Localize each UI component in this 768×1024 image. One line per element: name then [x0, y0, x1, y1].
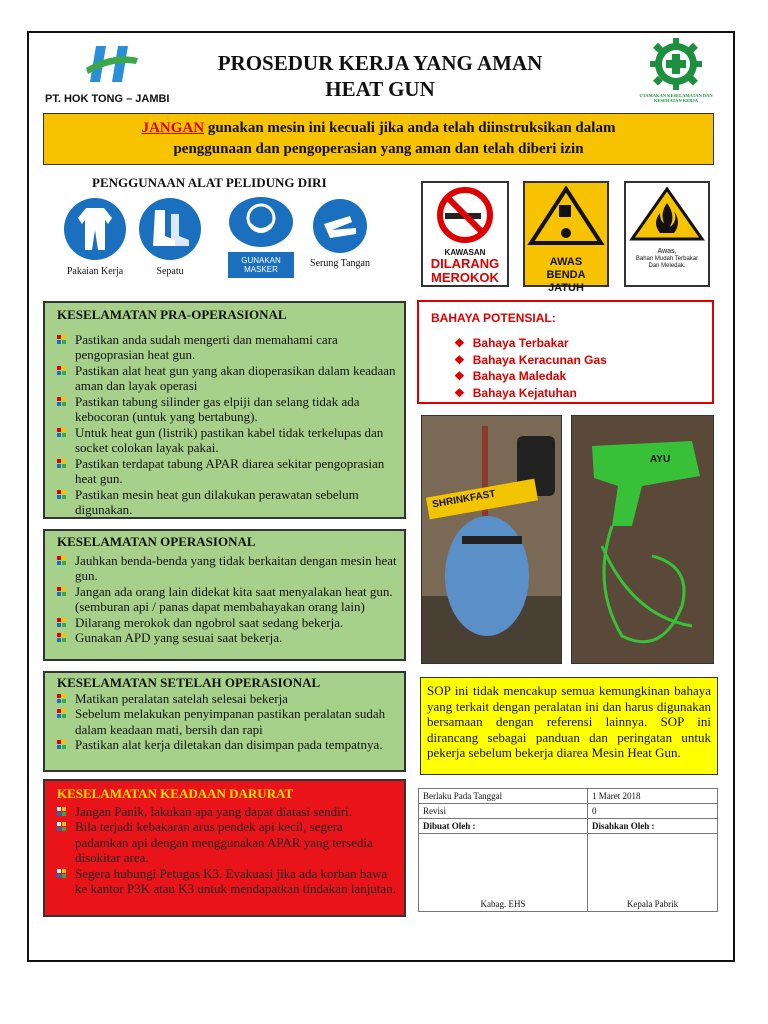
- hazards-title: BAHAYA POTENSIAL:: [431, 311, 556, 325]
- bullet-icon: [57, 618, 66, 627]
- falling-object-text: AWAS BENDA JATUH: [546, 256, 586, 294]
- bullet-icon: [57, 709, 66, 718]
- emergency-title: KESELAMATAN KEADAAN DARURAT: [57, 786, 294, 801]
- mask-icon: [228, 196, 294, 248]
- operational-list: [51, 553, 398, 646]
- emergency-list: [51, 804, 398, 897]
- bullet-icon: [57, 490, 66, 499]
- ppe-label-gloves: Serung Tangan: [310, 258, 370, 269]
- list-item: Pastikan mesin heat gun dilakukan perawatan sebelum digunakan.: [51, 487, 398, 518]
- prepared-by-role: Kabag. EHS: [419, 834, 588, 912]
- gloves-icon: [312, 198, 368, 254]
- list-item: ❖ Bahaya Maledak: [454, 369, 567, 383]
- list-item: Dilarang merokok dan ngobrol saat sedang bekerja.: [51, 615, 398, 631]
- title-line-2: HEAT GUN: [325, 77, 435, 101]
- list-item: Jangan ada orang lain didekat kita saat menyalakan heat gun. (semburan api / panas dapat membahayakan orang lain): [51, 584, 398, 615]
- approval-table: [418, 788, 718, 912]
- prepared-by-label: Dibuat Oleh :: [419, 819, 588, 834]
- electric-heat-gun-image: [572, 416, 714, 664]
- boots-icon: [137, 196, 203, 262]
- diamond-bullet-icon: ❖: [454, 385, 465, 400]
- ppe-label-coverall: Pakaian Kerja: [66, 266, 124, 277]
- no-smoking-sign: [421, 181, 509, 287]
- list-item: Matikan peralatan satelah selesai bekerja: [51, 691, 398, 707]
- operational-title: KESELAMATAN OPERASIONAL: [57, 534, 256, 549]
- flammable-icon: [626, 183, 708, 243]
- page-title: [190, 50, 570, 102]
- no-smoking-text-3: MEROKOK: [431, 270, 499, 285]
- effective-date-value: 1 Maret 2018: [588, 789, 718, 804]
- list-item: Pastikan tabung silinder gas elpiji dan selang tidak ada kebocoran (untuk yang bertabung).: [51, 394, 398, 425]
- bullet-icon: [57, 556, 66, 565]
- company-logo: [82, 42, 142, 92]
- warning-highlight: JANGAN: [141, 120, 205, 136]
- diamond-bullet-icon: ❖: [454, 352, 465, 367]
- effective-date-label: Berlaku Pada Tanggal: [419, 789, 588, 804]
- title-line-1: PROSEDUR KERJA YANG AMAN: [217, 51, 543, 75]
- approved-by-label: Disahkan Oleh :: [588, 819, 718, 834]
- k3-gear-cross-icon: [646, 38, 706, 94]
- warning-line-1: gunakan mesin ini kecuali jika anda telah diinstruksikan dalam: [204, 120, 616, 136]
- bullet-icon: [57, 822, 66, 831]
- photo-right-label: AYU: [650, 454, 671, 465]
- list-item: ❖ Bahaya Keracunan Gas: [454, 352, 607, 367]
- hazards-section: [417, 300, 714, 404]
- warning-banner: [43, 113, 714, 165]
- list-item: Sebelum melakukan penyimpanan pastikan peralatan sudah dalam keadaan mati, bersih dan rapi: [51, 706, 398, 737]
- list-item: Pastikan anda sudah mengerti dan memahami cara pengoprasian heat gun.: [51, 332, 398, 363]
- company-name: PT. HOK TONG – JAMBI: [45, 93, 170, 105]
- list-item: Pastikan alat kerja diletakan dan disimpan pada tempatnya.: [51, 737, 398, 753]
- electric-heat-gun-photo: [571, 415, 714, 664]
- warning-line-2: penggunaan dan pengoperasian yang aman dan telah diberi izin: [173, 141, 584, 157]
- list-item: Jangan Panik, lakukan apa yang dapat diatasi sendiri.: [51, 804, 398, 820]
- list-item: Bila terjadi kebakaran arus pendek api kecil, segera padamkan api dengan menggunakan APAR yang tersedia disokitar area.: [51, 819, 398, 866]
- bullet-icon: [57, 459, 66, 468]
- bullet-icon: [57, 366, 66, 375]
- list-item: Segera hubungi Petugas K3. Evakuasi jika ada korban bawa ke kantor P3K atau K3 untuk mendapatkan tindakan lanjutan.: [51, 866, 398, 897]
- list-item: Untuk heat gun (listrik) pastikan kabel tidak terkelupas dan socket colokan layak pakai.: [51, 425, 398, 456]
- gas-heat-gun-image: [422, 416, 562, 664]
- no-smoking-icon: [423, 183, 507, 243]
- bullet-icon: [57, 633, 66, 642]
- hazards-list: [454, 335, 607, 401]
- falling-object-icon: [525, 183, 607, 247]
- emergency-section: [43, 779, 406, 917]
- photo-left-label: SHRINKFAST: [431, 488, 497, 511]
- flammable-text-1: Awas,: [657, 248, 677, 255]
- coverall-icon: [62, 196, 128, 262]
- list-item: Pastikan alat heat gun yang akan dioperasikan dalam keadaan aman dan layak operasi: [51, 363, 398, 394]
- diamond-bullet-icon: ❖: [454, 336, 465, 350]
- no-smoking-text-1: KAWASAN: [444, 248, 486, 257]
- post-operational-list: [51, 691, 398, 753]
- bullet-icon: [57, 397, 66, 406]
- bullet-icon: [57, 807, 66, 816]
- list-item: Jauhkan benda-benda yang tidak berkaitan dengan mesin heat gun.: [51, 553, 398, 584]
- gas-heat-gun-photo: [421, 415, 562, 664]
- bullet-icon: [57, 587, 66, 596]
- sop-disclaimer-note: SOP ini tidak mencakup semua kemungkinan bahaya yang terkait dengan peralatan ini dan harus digunakan bersamaan dengan referensi lainnya. SOP ini dirancang sebagai panduan dan peringatan untuk pekerja sebelum bekerja diarea Mesin Heat Gun.: [420, 677, 718, 775]
- mask-sign-label: GUNAKAN MASKER: [228, 252, 294, 278]
- list-item: ❖ Bahaya Terbakar: [454, 336, 569, 350]
- pre-operational-section: [43, 301, 406, 519]
- pre-operational-list: [51, 332, 398, 518]
- approved-by-role: Kepala Pabrik: [588, 834, 718, 912]
- list-item: ❖ Bahaya Kejatuhan: [454, 385, 577, 400]
- list-item: Pastikan terdapat tabung APAR diarea sekitar pengoprasian heat gun.: [51, 456, 398, 487]
- bullet-icon: [57, 694, 66, 703]
- bullet-icon: [57, 740, 66, 749]
- operational-section: [43, 529, 406, 661]
- k3-logo-text: UTAMAKAN KESELAMATAN DAN KESEHATAN KERJA: [639, 93, 713, 103]
- bullet-icon: [57, 869, 66, 878]
- list-item: Gunakan APD yang sesuai saat bekerja.: [51, 630, 398, 646]
- post-operational-title: KESELAMATAN SETELAH OPERASIONAL: [57, 675, 321, 690]
- falling-object-sign: [523, 181, 609, 294]
- ppe-label-boots: Sepatu: [156, 266, 184, 277]
- post-operational-section: [43, 671, 406, 772]
- diamond-bullet-icon: ❖: [454, 369, 465, 383]
- bullet-icon: [57, 335, 66, 344]
- no-smoking-text-2: DILARANG: [430, 256, 500, 271]
- pre-operational-title: KESELAMATAN PRA-OPERASIONAL: [57, 307, 287, 322]
- bullet-icon: [57, 428, 66, 437]
- flammable-text-2: Bahan Mudah Terbakar Dan Meledak.: [635, 256, 699, 269]
- revision-value: 0: [588, 804, 718, 819]
- flammable-sign: [624, 181, 710, 287]
- revision-label: Revisi: [419, 804, 588, 819]
- ppe-title: PENGGUNAAN ALAT PELIDUNG DIRI: [92, 175, 327, 190]
